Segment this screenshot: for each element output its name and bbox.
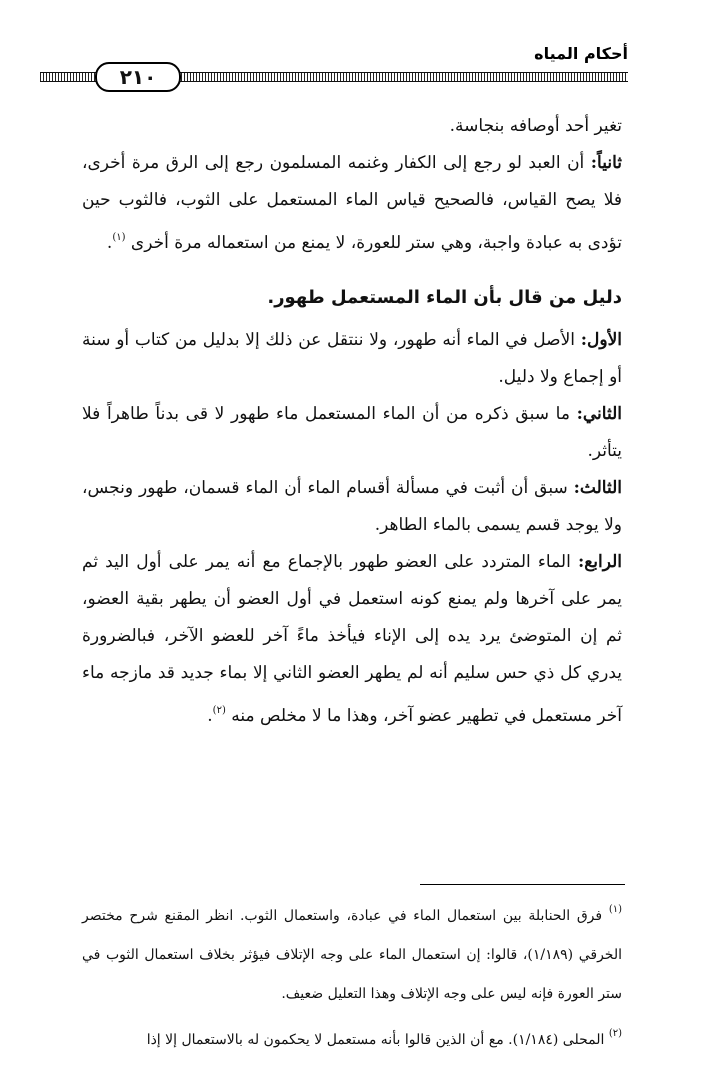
paragraph: [82, 145, 622, 262]
section-heading: دليل من قال بأن الماء المستعمل طهور.: [267, 287, 622, 308]
main-text: [82, 108, 622, 735]
paragraph: [82, 396, 622, 470]
paragraph-label: الأول:: [580, 330, 623, 350]
footnote-separator: [420, 884, 625, 885]
paragraph-end: .: [207, 706, 213, 726]
paragraph: [82, 470, 622, 544]
paragraph-text: سبق أن أثبت في مسألة أقسام الماء أن الماء قسمان، طهور ونجس، ولا يوجد قسم يسمى بالماء الطاهر.: [82, 478, 622, 535]
footnotes: [82, 890, 622, 1060]
footnote: [82, 1014, 622, 1060]
page-header: [40, 38, 628, 98]
paragraph-label: الثاني:: [576, 404, 622, 424]
paragraph-end: .: [106, 233, 113, 253]
paragraph: [82, 544, 622, 735]
paragraph-label: ثانياً:: [590, 153, 623, 173]
paragraph-text: ما سبق ذكره من أن الماء المستعمل ماء طهور لا قى بدناً طاهراً فلا يتأثر.: [82, 404, 622, 461]
page-number: ٢١٠: [95, 62, 181, 92]
paragraph-label: الرابع:: [577, 552, 622, 572]
paragraph-text: أن العبد لو رجع إلى الكفار وغنمه المسلمون رجع إلى الرق مرة أخرى، فلا يصح القياس، فالصحيح قياس الماء المستعمل على الثوب، فالثوب حين تؤدى به عبادة واجبة، وهي ستر للعورة، لا يمنع من استعماله مرة أخرى: [82, 153, 622, 253]
paragraph: [82, 108, 622, 145]
paragraph-label: الثالث:: [573, 478, 622, 498]
footnote-ref: (١): [112, 232, 126, 243]
footnote-text: المحلى (١/١٨٤). مع أن الذين قالوا بأنه مستعمل لا يحكمون له بالاستعمال إلا إذا: [146, 1032, 609, 1048]
paragraph: [82, 322, 622, 396]
running-title: أحكام المياه: [534, 44, 628, 63]
footnote-ref: (٢): [212, 705, 226, 716]
footnote: [82, 890, 622, 1014]
footnote-number: (٢): [608, 1028, 622, 1039]
paragraph-text: الماء المتردد على العضو طهور بالإجماع مع أنه يمر على أول اليد ثم يمر على آخرها ولم يمنع كونه استعمل في أول العضو أن يطهر بقية العضو، ثم إن المتوضئ يرد يده إلى الإناء فيأخذ ماءً آخر للعضو الآخر، فبالضرورة يدري كل ذي حس سليم أنه لم يطهر العضو الثاني إلا بماء جديد قد مازجه ماء آخر مستعمل في تطهير عضو آخر، وهذا ما لا مخلص منه: [82, 552, 622, 726]
paragraph-text: تغير أحد أوصافه بنجاسة.: [449, 116, 622, 136]
footnote-number: (١): [608, 904, 622, 915]
paragraph-text: الأصل في الماء أنه طهور، ولا ننتقل عن ذلك إلا بدليل من كتاب أو سنة أو إجماع ولا دليل.: [82, 330, 622, 387]
footnote-text: فرق الحنابلة بين استعمال الماء في عبادة، واستعمال الثوب. انظر المقنع شرح مختصر الخرقي (١/١٨٩)، قالوا: إن استعمال الماء على وجه الإتلاف فيؤثر بخلاف استعمال الثوب في ستر العورة فإنه ليس على وجه الإتلاف وهذا التعليل ضعيف.: [82, 908, 622, 1002]
